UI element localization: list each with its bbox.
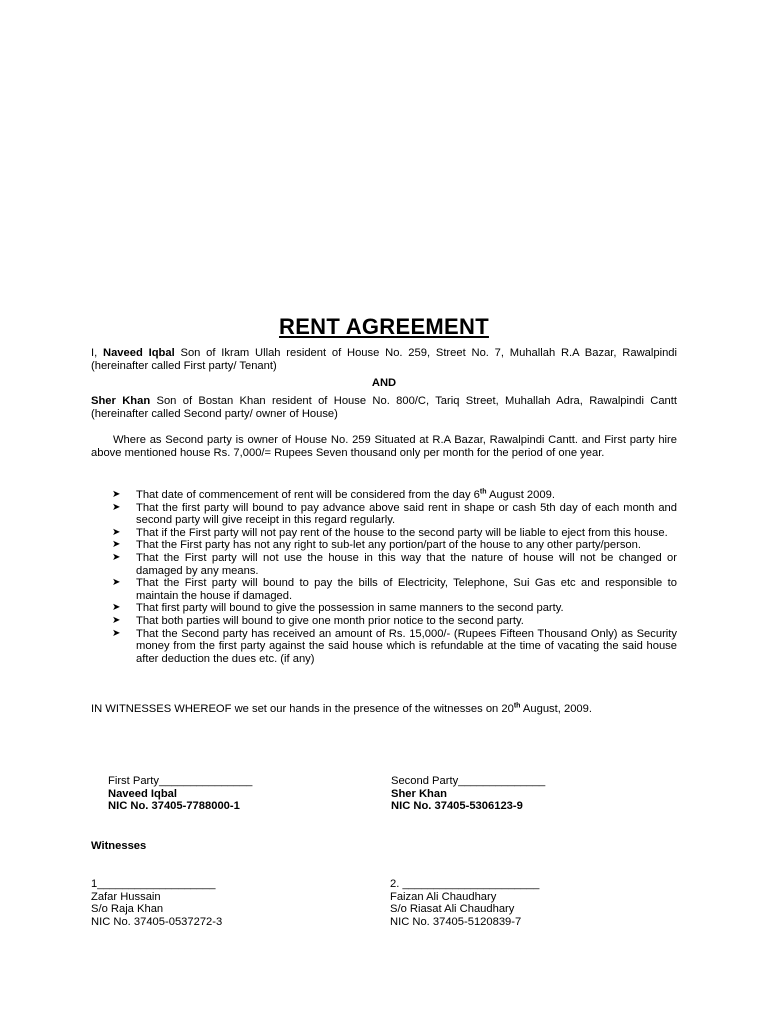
whereas-paragraph: Where as Second party is owner of House No. 259 Situated at R.A Bazar, Rawalpindi Cantt. and First party hire above mentioned house Rs. 7,000/= Rupees Seven thousand only per month for the period of one year.	[91, 434, 677, 459]
clause-item: ➤ That first party will bound to give the possession in same manners to the second party.	[112, 602, 564, 615]
clause-item: ➤ That both parties will bound to give one month prior notice to the second party.	[112, 614, 524, 627]
clause-item: ➤ That if the First party will not pay rent of the house to the second party will be liable to eject from this house.	[112, 526, 668, 539]
arrow-bullet-icon: ➤	[112, 501, 121, 513]
second-party-paragraph	[91, 395, 677, 421]
arrow-bullet-icon: ➤	[112, 539, 121, 551]
first-party-name: Naveed Iqbal	[103, 347, 175, 359]
arrow-bullet-icon: ➤	[112, 489, 121, 500]
witness-1-father: S/o Raja Khan	[91, 903, 164, 916]
clause-item: ➤ That the First party has not any right to sub-let any portion/part of the house to any other party/person.	[112, 539, 641, 552]
witness-1-signature-line: 1___________________	[91, 878, 216, 890]
witness-2-block	[390, 878, 539, 928]
second-party-signature-line: Second Party______________	[391, 775, 546, 787]
witnesses-heading: Witnesses	[91, 840, 147, 852]
second-party-signature-block	[391, 775, 545, 813]
clause-item: ➤ That the first party will bound to pay advance above said rent in shape or cash 5th day of each month and second party will give receipt in this regard regularly.	[112, 501, 677, 527]
second-party-name: Sher Khan	[91, 395, 151, 407]
witness-2-name: Faizan Ali Chaudhary	[390, 890, 497, 903]
document-title: RENT AGREEMENT	[279, 314, 489, 339]
clause-item: ➤ That date of commencement of rent will be considered from the day 6th August 2009.	[112, 488, 555, 501]
arrow-bullet-icon: ➤	[112, 526, 121, 538]
second-party-signatory-name: Sher Khan	[391, 787, 447, 800]
and-separator: AND	[371, 377, 397, 389]
arrow-bullet-icon: ➤	[112, 602, 121, 614]
first-party-paragraph	[91, 347, 677, 373]
witness-2-signature-line: 2. ______________________	[390, 878, 540, 890]
first-party-nic: NIC No. 37405-7788000-1	[108, 800, 240, 813]
arrow-bullet-icon: ➤	[112, 577, 121, 589]
second-party-nic: NIC No. 37405-5306123-9	[391, 800, 523, 813]
arrow-bullet-icon: ➤	[112, 614, 121, 626]
arrow-bullet-icon: ➤	[112, 627, 121, 639]
first-party-prefix: I,	[91, 347, 103, 359]
first-party-signature-block	[108, 775, 252, 813]
witness-1-name: Zafar Hussain	[91, 890, 161, 903]
witness-2-father: S/o Riasat Ali Chaudhary	[390, 903, 515, 916]
witness-2-nic: NIC No. 37405-5120839-7	[390, 915, 522, 928]
arrow-bullet-icon: ➤	[112, 551, 121, 563]
first-party-details: Son of Ikram Ullah resident of House No. 259, Street No. 7, Muhallah R.A Bazar, Rawalpindi (hereinafter called First party/ Tenant)	[91, 347, 678, 372]
first-party-signatory-name: Naveed Iqbal	[108, 787, 178, 800]
clause-item: ➤ That the Second party has received an amount of Rs. 15,000/- (Rupees Fifteen Thousand Only) as Security money from the first party against the said house which is refundable at the time of vacating the said house after deduction the dues etc. (if any)	[112, 627, 677, 665]
witness-statement: IN WITNESSES WHEREOF we set our hands in the presence of the witnesses on 20th August, 2009.	[91, 702, 592, 715]
clause-list	[112, 489, 677, 665]
clause-item: ➤ That the First party will bound to pay the bills of Electricity, Telephone, Sui Gas etc and responsible to maintain the house if damaged.	[112, 577, 677, 602]
first-party-signature-line: First Party_______________	[108, 775, 253, 787]
second-party-details: Son of Bostan Khan resident of House No. 800/C, Tariq Street, Muhallah Adra, Rawalpindi Cantt (hereinafter called Second party/ owner of House)	[91, 395, 677, 420]
witness-1-nic: NIC No. 37405-0537272-3	[91, 915, 223, 928]
witness-1-block	[91, 878, 222, 928]
clause-item: ➤ That the First party will not use the house in this way that the nature of house will not be changed or damaged by any means.	[112, 551, 677, 577]
